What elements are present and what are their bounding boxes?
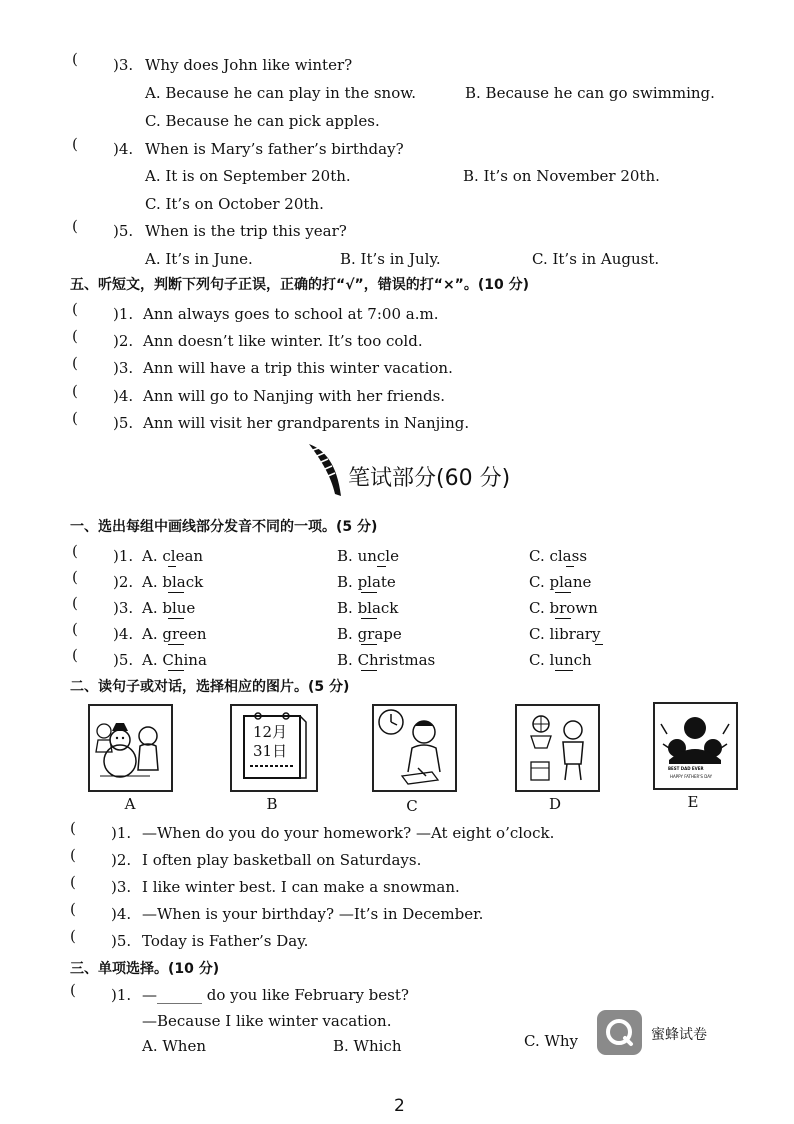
question-stem: —______ do you like February best? (142, 986, 409, 1004)
item-text: —When do you do your homework? —At eight o’clock. (142, 824, 555, 842)
card-line-1: BEST DAD EVER (668, 766, 704, 771)
option-a: A. When (142, 1037, 206, 1055)
written-banner: 笔试部分(60 分) (348, 466, 511, 491)
question-stem: Why does John like winter? (145, 56, 353, 74)
answer-paren: ( (72, 50, 78, 68)
section-title: 五、听短文，判断下列句子正误，正确的打“√”，错误的打“×”。(10 分) (70, 277, 530, 293)
option-b: B. Which (333, 1037, 402, 1055)
option-b: B. It’s in July. (340, 250, 441, 268)
underline-mark (361, 670, 377, 671)
option-b: B. Because he can go swimming. (465, 84, 715, 102)
section-title: 一、选出每组中画线部分发音不同的一项。(5 分) (70, 519, 378, 535)
option-c: C. lunch (529, 651, 592, 669)
option-c: C. class (529, 547, 588, 565)
option-a: A. It is on September 20th. (145, 167, 351, 185)
question-stem: When is the trip this year? (145, 222, 347, 240)
option-a: A. It’s in June. (145, 250, 253, 268)
underline-mark (361, 618, 377, 619)
option-a: A. China (142, 651, 207, 669)
item-number: )4. (111, 905, 132, 923)
underline-mark (168, 644, 184, 645)
item-number: )2. (113, 573, 134, 591)
question-stem: When is Mary’s father’s birthday? (145, 140, 404, 158)
item-text: Ann will have a trip this winter vacation. (143, 359, 453, 377)
item-text: I like winter best. I can make a snowman. (142, 878, 460, 896)
item-number: )5. (111, 932, 132, 950)
question-reply: —Because I like winter vacation. (142, 1012, 392, 1030)
item-text: —When is your birthday? —It’s in December. (142, 905, 484, 923)
item-number: )1. (113, 305, 134, 323)
option-a: A. clean (142, 547, 204, 565)
underline-mark (361, 592, 377, 593)
item-number: )1. (111, 824, 132, 842)
option-b: B. It’s on November 20th. (463, 167, 660, 185)
calendar-month: 12月 (253, 723, 288, 741)
underline-mark (555, 592, 571, 593)
item-text: Ann always goes to school at 7:00 a.m. (143, 305, 439, 323)
item-number: )4. (113, 625, 134, 643)
item-number: )3. (113, 359, 134, 377)
underline-mark (168, 618, 184, 619)
picture-label: D (548, 795, 562, 813)
question-number: )1. (111, 986, 132, 1004)
underline-mark (595, 644, 603, 645)
item-text: Ann will go to Nanjing with her friends. (143, 387, 446, 405)
item-number: )5. (113, 414, 134, 432)
underline-mark (377, 566, 386, 567)
underline-mark (361, 644, 377, 645)
section-title: 二、读句子或对话，选择相应的图片。(5 分) (70, 679, 350, 695)
card-line-2: HAPPY FATHER'S DAY (670, 774, 713, 779)
answer-paren: ( (72, 217, 78, 235)
picture-label: E (687, 793, 699, 811)
picture-c (372, 704, 457, 792)
option-a: A. green (142, 625, 207, 643)
item-number: )3. (111, 878, 132, 896)
option-c: C. Because he can pick apples. (145, 112, 380, 130)
picture-d (515, 704, 600, 792)
question-number: )4. (113, 140, 134, 158)
feather-icon (305, 440, 345, 500)
answer-paren: ( (72, 135, 78, 153)
option-b: B. grape (337, 625, 402, 643)
option-b: B. Christmas (337, 651, 436, 669)
picture-label: C (406, 797, 418, 815)
option-c: C. brown (529, 599, 598, 617)
option-b: B. uncle (337, 547, 399, 565)
underline-mark (555, 670, 573, 671)
watermark-text: 蜜蜂试卷 (651, 1027, 707, 1043)
item-number: )2. (111, 851, 132, 869)
item-text: Ann will visit her grandparents in Nanjing. (143, 414, 470, 432)
watermark-logo-icon (597, 1010, 642, 1055)
item-text: I often play basketball on Saturdays. (142, 851, 422, 869)
option-b: B. black (337, 599, 399, 617)
section-title: 三、单项选择。(10 分) (70, 961, 220, 977)
item-number: )3. (113, 599, 134, 617)
underline-mark (555, 618, 571, 619)
picture-label: A (124, 795, 136, 813)
item-number: )5. (113, 651, 134, 669)
item-text: Ann doesn’t like winter. It’s too cold. (143, 332, 423, 350)
option-c: C. It’s on October 20th. (145, 195, 324, 213)
picture-label: B (266, 795, 278, 813)
item-number: )4. (113, 387, 134, 405)
picture-a (88, 704, 173, 792)
question-number: )3. (113, 56, 134, 74)
underline-mark (168, 566, 176, 567)
underline-mark (566, 566, 574, 567)
page-number: 2 (394, 1096, 405, 1116)
option-c: C. It’s in August. (532, 250, 660, 268)
item-number: )2. (113, 332, 134, 350)
option-a: A. blue (142, 599, 196, 617)
option-b: B. plate (337, 573, 396, 591)
calendar-day: 31日 (253, 742, 288, 760)
option-c: C. plane (529, 573, 592, 591)
question-number: )5. (113, 222, 134, 240)
option-a: A. black (142, 573, 204, 591)
item-text: Today is Father’s Day. (142, 932, 309, 950)
option-c: C. Why (524, 1032, 579, 1050)
option-a: A. Because he can play in the snow. (145, 84, 417, 102)
underline-mark (168, 670, 184, 671)
item-number: )1. (113, 547, 134, 565)
option-c: C. library (529, 625, 601, 643)
underline-mark (168, 592, 184, 593)
